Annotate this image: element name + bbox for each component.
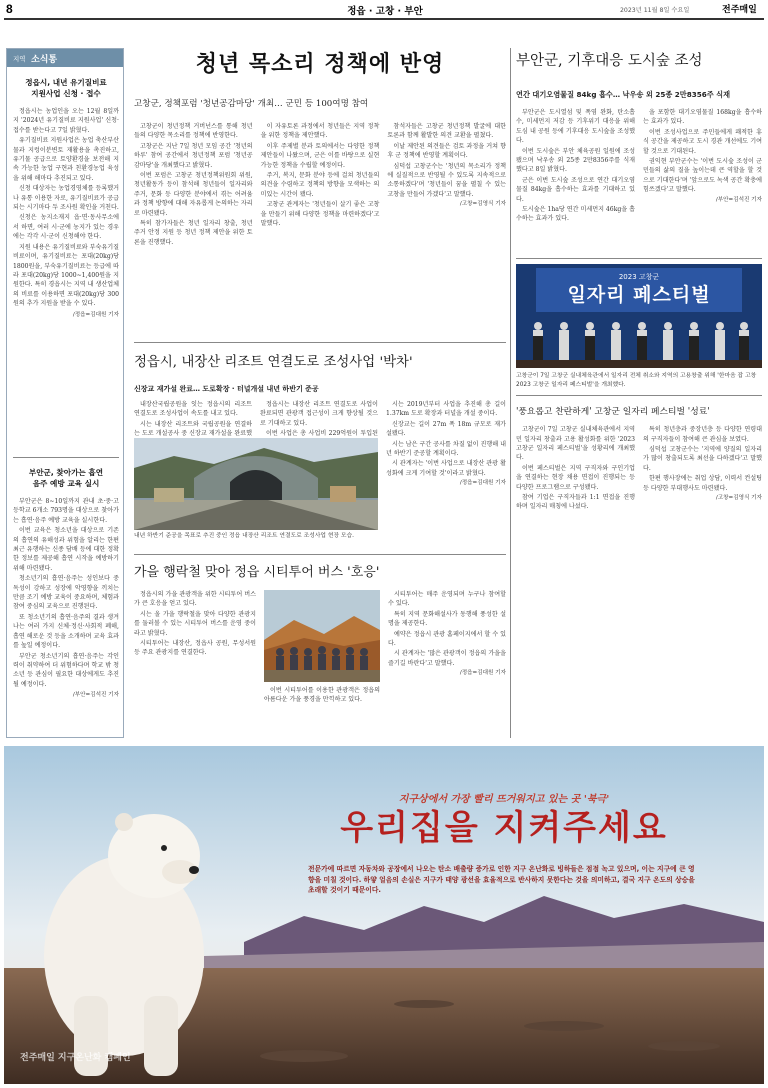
paragraph: 예약은 정읍시 관광 홈페이지에서 할 수 있다. [388, 630, 506, 648]
paragraph: 특히 청년층과 중장년층 등 다양한 연령대의 구직자들이 참여해 큰 관심을 보였다. [643, 426, 762, 443]
paragraph: 시는 내장산 리조트와 국립공원을 연결하는 도로 개설공사 중 신장교 재가설을 완료했 [134, 420, 252, 438]
paragraph: 이번 페스티벌은 지역 구직자와 구인기업을 연결하는 현장 채용 면접이 진행되는 등 다양한 프로그램으로 구성됐다. [516, 464, 635, 491]
divider [516, 258, 762, 259]
paragraph: 이번 사업은 총 사업비 229억원이 투입된 [266, 430, 378, 438]
headline: 정읍시, 내장산 리조트 연결도로 조성사업 '박차' [134, 355, 413, 370]
ad-watermark: 전주매일 지구온난화 캠페인 [20, 1053, 131, 1063]
paper-name: 전주매일 [722, 5, 757, 15]
sidebar-item-headline: 정읍시, 내년 유기질비료 [25, 78, 107, 87]
road-photo [134, 438, 378, 530]
subheadline: 신장교 재가설 완료… 도로확장 · 터널개설 내년 하반기 준공 [134, 385, 319, 393]
paragraph: 권익현 부안군수는 '이번 도시숲 조성이 군민들의 삶의 질을 높이는데 큰 역할을 할 것으로 기대한다'며 '앞으로도 녹색 공간 확충에 힘쓰겠다'고 말했다. [643, 158, 762, 194]
paragraph: 도시숲은 1ha당 연간 미세먼지 46kg을 흡수하는 효과가 있다. [516, 206, 635, 223]
paragraph: 내장산국립공원을 잇는 정읍시의 리조트 연결도로 조성사업이 속도를 내고 있다. [134, 401, 252, 418]
sidebar-item [13, 77, 119, 318]
divider [134, 342, 506, 343]
paragraph: 심덕섭 고창군수는 '청년의 목소리가 정책에 실질적으로 반영될 수 있도록 지속적으로 소통하겠다'며 '청년들이 꿈을 펼칠 수 있는 고창을 만들어 가겠다'고 말했다. [387, 162, 506, 198]
header-rule [4, 18, 764, 20]
sidebar-title: 소식통 [31, 55, 58, 65]
article-columns [516, 108, 762, 225]
column [264, 686, 380, 706]
paragraph: 고창군이 7일 고창군 실내체육관에서 지역민 일자리 창출과 고용 활성화를 위한 '2023 고창군 일자리 페스티벌'을 성황리에 개최했다. [516, 426, 635, 462]
byline: /부안=김석진 기자 [72, 692, 119, 699]
page-number: 8 [6, 2, 13, 16]
paragraph: 이번 조성사업으로 주민들에게 쾌적한 휴식 공간을 제공하고 도시 경관 개선에도 기여할 것으로 기대된다. [643, 128, 762, 155]
subheadline: 고창군, 정책포럼 '청년공감마당' 개최… 군민 등 100여명 참여 [134, 99, 369, 109]
sidebar-item-body [13, 497, 119, 689]
sidebar-item-headline: 부안군, 찾아가는 흡연 [28, 468, 104, 477]
photo-caption: 내년 하반기 준공을 목표로 추진 중인 정읍 내장산 리조트 연결도로 조성사업 현장 모습. [134, 533, 354, 539]
byline: /부안=김석진 기자 [715, 196, 762, 203]
paragraph: 심덕섭 고창군수는 '지역에 양질의 일자리가 많이 창출되도록 최선을 다하겠다'고 말했다. [643, 446, 762, 472]
byline: /고창=김영식 기자 [715, 495, 762, 502]
paragraph: 한편 행사장에는 취업 상담, 이력서 컨설팅 등 다양한 부대행사도 마련됐다. [643, 475, 762, 492]
headline: '풍요롭고 찬란하게' 고창군 일자리 페스티벌 '성료' [516, 407, 710, 418]
sidebar-title-bar [7, 49, 123, 67]
paragraph: 부안군 청소년기의 흡연·음주는 각인력이 취약하여 더 위험하다며 학교 밖 청소년 등 관심이 필요한 대상에게도 추진될 예정이다. [13, 652, 119, 688]
sidebar-item-headline-2: 음주 예방 교육 실시 [32, 479, 100, 488]
paragraph: 신청은 농지소재지 읍·면·동사무소에서 하면, 여러 시·군에 농지가 있는 경우에는 각각 시·군이 신청해야 한다. [13, 214, 119, 241]
paragraph: 이번 시티투어를 이용한 관광객은 정읍의 아름다운 가을 풍경을 만끽하고 있다. [264, 687, 380, 704]
tour-group-image [264, 590, 380, 682]
divider [516, 395, 762, 396]
column [643, 425, 762, 513]
column [516, 108, 635, 225]
tour-group-photo [264, 590, 380, 682]
paragraph: 또 청소년기의 흡연·음주의 결과 생겨나는 여러 가지 신체·정신·사회적 폐해, 흡연 해로운 것 등을 소개하며 교육 효과를 높일 예정이다. [13, 613, 119, 650]
sidebar-item-body [13, 107, 119, 309]
column [516, 425, 635, 513]
sidebar [6, 48, 124, 738]
banner-main-text: 일자리 페스티벌 [567, 284, 711, 306]
paragraph: 이번 포럼은 고창군 청년정책위원회 위원, 청년활동가 등이 참석해 청년들이 일자리와 주거, 문화 등 다양한 분야에서 겪는 어려움과 정책 방향에 대해 자유롭게 논의하는 자리로 마련됐다. [134, 172, 253, 217]
divider [510, 48, 511, 738]
paragraph: 고창군 관계자는 '청년들이 살기 좋은 고창을 만들기 위해 다양한 정책을 마련하겠다'고 말했다. [260, 201, 380, 228]
paragraph: 이 자유토론 과정에서 청년들은 지역 정착을 위한 정책을 제안했다. [260, 123, 380, 140]
byline: /정읍=김대원 기자 [459, 480, 506, 487]
headline: 부안군, 기후대응 도시숲 조성 [516, 53, 703, 69]
banner-top-text: 2023 고창군 [618, 273, 660, 281]
paragraph: 이날 제안된 의견들은 검토 과정을 거쳐 향후 군 정책에 반영할 계획이다. [387, 142, 506, 160]
paragraph: 군은 이번 도시숲 조성으로 연간 대기오염물질 84kg을 흡수하는 효과를 기대하고 있다. [516, 176, 635, 203]
byline: /정읍=김대원 기자 [459, 670, 506, 677]
paragraph: 부안군은 도시열섬 및 폭염 완화, 탄소흡수, 미세먼지 저감 등 기후위기 대응을 위해 도심 내 공원 등에 기후대응 도시숲을 조성했다. [516, 109, 635, 145]
paragraph: 고창군은 지난 7일 청년 모임 공간 '청년의 하루' 참여 공간에서 청년정책 포럼 '청년공감마당'을 개최했다고 밝혔다. [134, 142, 253, 169]
article-columns [516, 425, 762, 513]
ad-subtitle: 지구상에서 가장 빨리 뜨거워지고 있는 곳 '북극' [398, 794, 610, 805]
headline: 가을 행락철 맞아 정읍 시티투어 버스 '호응' [134, 565, 380, 580]
paragraph: 청소년기의 흡연·음주는 성인보다 중독성이 강하고 성장에 악영향을 끼치는 만큼 조기 예방 교육이 중요하며, 체험과 참여 중심의 교육으로 진행된다. [13, 575, 119, 611]
paragraph: 시는 올 가을 행락철을 맞아 다양한 관광지를 둘러볼 수 있는 시티투어 버스를 운영 중이라고 밝혔다. [134, 610, 256, 637]
photo-caption: 고창군이 7일 고창군 실내체육관에서 일자리 전체 취소와 지역의 고용창출 위해 '한마음 잡 고창 2023 고창군 일자리 페스티벌'을 개최했다. [516, 373, 757, 388]
paragraph: 주거, 복지, 문화 분야 등에 걸쳐 청년들의 의견을 수렴하고 정책의 방향을 모색하는 의미있는 시간이 됐다. [260, 172, 380, 198]
section-title: 정읍 · 고창 · 부안 [347, 6, 423, 17]
article-youth-policy [134, 48, 506, 338]
subheadline: 연간 대기오염물질 84kg 흡수… 낙우송 외 25종 2만8356주 식재 [516, 90, 731, 99]
byline: /정읍=김대원 기자 [72, 311, 119, 318]
sidebar-item [13, 467, 119, 698]
byline: /고창=김영식 기자 [459, 201, 506, 208]
paragraph: 시티투어는 매주 운영되며 누구나 참여할 수 있다. [388, 591, 506, 608]
paragraph: 지원 내용은 유기질비료와 부숙유기질비료이며, 유기질비료는 포대(20kg)당 1800원을, 부숙유기질비료는 등급에 따라 포대(20kg)당 1000~1,400원을 지원한다. 특히 경읍시는 지역 내 생산업체의 비료를 이용하면 포대(20kg)당 300원의 추가 지원을 받을 수 있다. [13, 243, 119, 308]
paragraph: 이번 도시숲은 부안 체육공원 일원에 조성됐으며 낙우송 외 25종 2만8356주를 식재했다고 8일 밝혔다. [516, 147, 635, 174]
column [386, 400, 506, 489]
paragraph: 이후 주제별 분과 토의에서는 다양한 정책 제안들이 나왔으며, 군은 이를 바탕으로 실현 가능한 정책을 수립할 예정이다. [260, 142, 380, 169]
paragraph: 신장교는 길이 27m 폭 18m 규모로 재가설됐다. [386, 420, 506, 438]
article-city-tour [134, 562, 506, 738]
paragraph: 정읍시의 가을 관광객을 위한 시티투어 버스가 큰 호응을 얻고 있다. [134, 591, 256, 608]
paragraph: 시티투어는 내장산, 정읍사 공원, 무성서원 등 주요 관광지를 연결한다. [134, 640, 256, 657]
page-header [0, 0, 768, 20]
festival-photo [516, 264, 762, 368]
paragraph: 을 포함한 대기오염물질 168kg을 흡수하는 효과가 있다. [643, 109, 762, 126]
tunnel-construction-image [134, 438, 378, 530]
sidebar-region-label: 지역 [13, 55, 26, 63]
column [388, 590, 506, 679]
ad-body: 전문가에 따르면 자동차와 공장에서 나오는 탄소 배출량 증가로 인한 지구 온난화로 빙하들은 점점 녹고 있으며, 이는 지구에 큰 영향을 미칠 것이다. 하얗 얼음의 손실은 지구가 태양 광선을 효율적으로 반사하지 못한다는 것을 의미하고, 결국 지구 온도의 상승을 초래할 것이기 때문이다. [308, 865, 695, 894]
paragraph: 정읍시는 내장산 리조트 연결도로 사업이 완료되면 관광객 접근성이 크게 향상될 것으로 기대하고 있다. [260, 401, 378, 427]
paragraph: 신청 대상자는 농업경영체를 등록했거나 유통 이용한 자로, 유기질비료가 공급되는 시기마다 두 조사원 확인을 거친다. [13, 185, 119, 212]
column [134, 590, 256, 659]
issue-date: 2023년 11월 8일 수요일 [620, 7, 690, 14]
paragraph: 이번 교육은 청소년을 대상으로 기존의 흡연의 유해성과 위험을 알리는 한편 최근 유행하는 신종 담배 등에 대한 정확한 정보를 제공해 흡연 시작을 예방하기 위해 마련됐다. [13, 527, 119, 572]
divider [134, 554, 506, 555]
paragraph: 참여 기업은 구직자들과 1:1 면접을 진행하며 일자리 매칭에 나섰다. [516, 494, 635, 511]
paragraph: 시는 남은 구간 공사를 차질 없이 진행해 내년 하반기 준공할 계획이다. [386, 440, 506, 458]
article-columns [134, 122, 506, 248]
column [134, 122, 253, 248]
paragraph: 시 관계자는 '이번 사업으로 내장산 관광 활성화에 크게 기여할 것'이라고 밝혔다. [386, 460, 506, 477]
paragraph: 시 관계자는 '많은 관광객이 정읍의 가을을 즐기길 바란다'고 말했다. [388, 650, 506, 667]
article-urban-forest [516, 48, 762, 254]
divider [13, 457, 119, 458]
paragraph: 정읍시는 농업인을 오는 12월 8일까지 '2024년 유기질비료 지원사업' 신청·접수를 받는다고 7일 밝혔다. [13, 108, 119, 134]
paragraph: 고창군이 청년정책 거버넌스를 통해 청년들의 다양한 목소리를 정책에 반영한다. [134, 123, 253, 140]
advertisement [4, 746, 764, 1084]
column [387, 122, 506, 248]
column [643, 108, 762, 225]
article-resort-road [134, 352, 506, 548]
article-job-festival [516, 264, 762, 738]
paragraph: 특히 참가자들은 청년 일자리 창출, 청년 주거 안정 지원 등 청년 정책 제안을 위한 토론을 진행했다. [134, 220, 253, 246]
paragraph: 부안군은 8~10일까지 관내 초·중·고등학교 6개소 793명을 대상으로 찾아가는 흡연·음주 예방 교육을 실시한다. [13, 498, 119, 524]
column [261, 122, 380, 248]
headline: 청년 목소리 정책에 반영 [195, 52, 445, 77]
paragraph: 참석자들은 고창군 청년정책 발굴에 대한 토론과 함께 활발한 의견 교환을 펼쳤다. [387, 123, 506, 140]
paragraph: 특히 지역 문화해설사가 동행해 풍성한 설명을 제공한다. [388, 610, 506, 628]
paragraph: 시는 2019년부터 사업을 추진해 총 길이 1.37km 도로 확장과 터널을 개설 중이다. [386, 401, 506, 418]
ad-title: 우리집을 지켜주세요 [340, 808, 668, 848]
paragraph: 유기질비료 지원사업은 농업 축산부산물과 지렁이분변토 재활용을 촉진하고, 유기물 공급으로 토양환경을 보전해 지속 가능한 농업 구현과 친환경농업 육성을 위해 해마다 추진되고 있다. [13, 137, 119, 182]
sidebar-item-headline-2: 지원사업 신청 · 접수 [31, 89, 101, 98]
